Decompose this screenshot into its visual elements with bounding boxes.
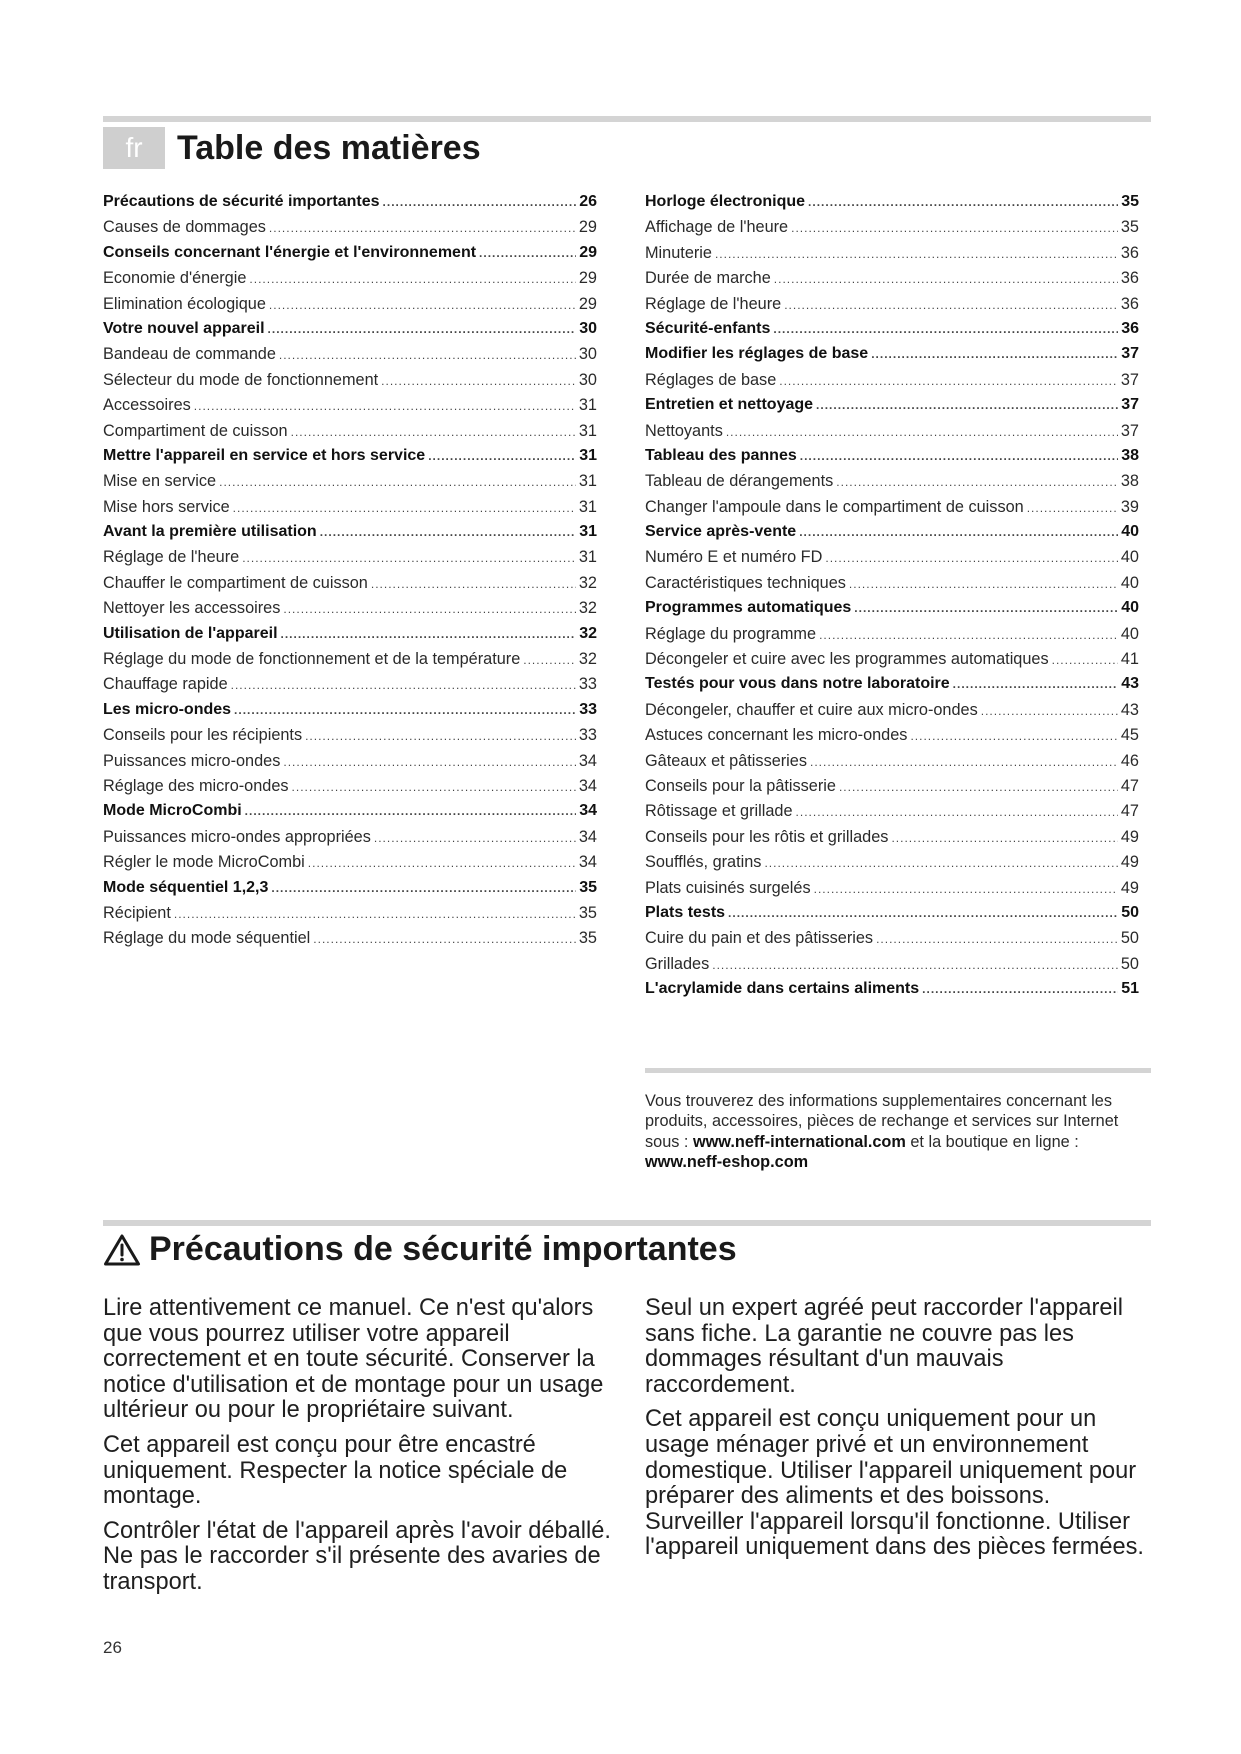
toc-entry[interactable] bbox=[103, 345, 597, 370]
toc-entry-title: Durée de marche bbox=[645, 269, 771, 288]
toc-entry[interactable] bbox=[103, 472, 597, 497]
toc-entry[interactable] bbox=[645, 548, 1139, 573]
toc-entry-title: Mettre l'appareil en service et hors service bbox=[103, 446, 426, 464]
toc-entry-page: 29 bbox=[578, 294, 597, 313]
toc-entry-page: 38 bbox=[1121, 446, 1139, 464]
safety-paragraph: Seul un expert agréé peut raccorder l'appareil sans fiche. La garantie ne couvre pas les dommages résultant d'un mauvais raccordement. bbox=[645, 1295, 1123, 1398]
toc-dot-leader bbox=[242, 551, 576, 565]
toc-entry[interactable] bbox=[103, 599, 597, 624]
toc-entry-page: 51 bbox=[1121, 980, 1139, 998]
toc-dot-leader bbox=[271, 881, 576, 895]
toc-entry-page: 35 bbox=[1120, 218, 1139, 237]
toc-dot-leader bbox=[428, 449, 576, 463]
toc-entry-page: 26 bbox=[579, 193, 597, 210]
toc-entry-title: Réglage des micro-ondes bbox=[103, 776, 289, 795]
toc-entry-title: Accessoires bbox=[103, 396, 191, 415]
toc-entry-title: Caractéristiques techniques bbox=[645, 573, 846, 592]
toc-entry-title: Testés pour vous dans notre laboratoire bbox=[645, 675, 950, 693]
toc-entry-page: 31 bbox=[578, 421, 597, 440]
toc-entry-title: Causes de dommages bbox=[103, 218, 266, 237]
toc-section[interactable] bbox=[103, 523, 597, 548]
toc-entry-title: Modifier les réglages de base bbox=[645, 345, 869, 363]
toc-entry[interactable] bbox=[645, 371, 1139, 396]
toc-entry-page: 37 bbox=[1120, 370, 1139, 389]
toc-entry-title: Puissances micro-ondes bbox=[103, 751, 281, 770]
toc-entry[interactable] bbox=[103, 295, 597, 320]
toc-entry[interactable] bbox=[103, 853, 597, 878]
toc-dot-leader bbox=[876, 932, 1118, 946]
toc-entry-title: Chauffer le compartiment de cuisson bbox=[103, 573, 368, 592]
toc-entry[interactable] bbox=[103, 498, 597, 523]
toc-entry-title: Sécurité-enfants bbox=[645, 319, 771, 337]
toc-dot-leader bbox=[308, 856, 576, 870]
toc-dot-leader bbox=[854, 601, 1118, 615]
toc-entry[interactable] bbox=[645, 955, 1139, 980]
toc-entry-title: Avant la première utilisation bbox=[103, 523, 317, 541]
toc-entry[interactable] bbox=[103, 929, 597, 954]
toc-section[interactable] bbox=[645, 447, 1139, 472]
toc-entry[interactable] bbox=[103, 548, 597, 573]
toc-entry-title: Régler le mode MicroCombi bbox=[103, 853, 305, 872]
website-link[interactable]: www.neff-international.com bbox=[692, 1132, 906, 1151]
toc-entry[interactable] bbox=[645, 625, 1139, 650]
toc-entry-title: Chauffage rapide bbox=[103, 675, 228, 694]
toc-entry[interactable] bbox=[645, 244, 1139, 269]
toc-dot-leader bbox=[219, 475, 576, 489]
toc-entry-title: Rôtissage et grillade bbox=[645, 802, 793, 821]
toc-dot-leader bbox=[245, 804, 577, 818]
toc-entry-page: 40 bbox=[1120, 548, 1139, 567]
toc-dot-leader bbox=[281, 627, 577, 641]
toc-dot-leader bbox=[381, 374, 576, 388]
toc-entry-title: Plats cuisinés surgelés bbox=[645, 878, 811, 897]
toc-dot-leader bbox=[726, 425, 1118, 439]
toc-dot-leader bbox=[194, 399, 576, 413]
toc-entry[interactable] bbox=[645, 422, 1139, 447]
toc-dot-leader bbox=[283, 755, 576, 769]
toc-dot-leader bbox=[728, 906, 1118, 920]
toc-entry-page: 34 bbox=[578, 751, 597, 770]
toc-entry-page: 30 bbox=[579, 319, 597, 337]
toc-dot-leader bbox=[891, 831, 1117, 845]
toc-entry-title: Conseils pour les récipients bbox=[103, 726, 303, 745]
toc-entry-page: 35 bbox=[1121, 193, 1139, 210]
toc-entry-page: 49 bbox=[1120, 878, 1139, 897]
toc-entry-title: Nettoyer les accessoires bbox=[103, 599, 281, 618]
toc-dot-leader bbox=[810, 755, 1118, 769]
toc-entry-page: 29 bbox=[578, 269, 597, 288]
toc-dot-leader bbox=[784, 298, 1118, 312]
section-rule bbox=[103, 1220, 1151, 1226]
toc-entry-title: Plats tests bbox=[645, 903, 726, 921]
toc-dot-leader bbox=[292, 780, 576, 794]
toc-dot-leader bbox=[922, 982, 1118, 996]
toc-entry-page: 31 bbox=[579, 446, 597, 464]
toc-entry-title: Mode MicroCombi bbox=[103, 802, 242, 820]
toc-entry[interactable] bbox=[103, 422, 597, 447]
toc-entry[interactable] bbox=[103, 675, 597, 700]
toc-dot-leader bbox=[715, 247, 1118, 261]
toc-dot-leader bbox=[313, 932, 576, 946]
toc-entry[interactable] bbox=[645, 269, 1139, 294]
toc-dot-leader bbox=[836, 475, 1118, 489]
toc-entry-page: 40 bbox=[1121, 599, 1139, 617]
toc-entry-title: Programmes automatiques bbox=[645, 599, 852, 617]
page-number: 26 bbox=[103, 1638, 122, 1657]
toc-entry-page: 31 bbox=[578, 548, 597, 567]
toc-entry-title: Nettoyants bbox=[645, 421, 723, 440]
toc-entry[interactable] bbox=[645, 853, 1139, 878]
toc-dot-leader bbox=[839, 780, 1118, 794]
toc-entry-title: Réglage du mode séquentiel bbox=[103, 929, 311, 948]
toc-dot-leader bbox=[712, 958, 1118, 972]
info-rule bbox=[645, 1068, 1151, 1073]
toc-dot-leader bbox=[479, 246, 576, 260]
toc-entry-page: 36 bbox=[1120, 243, 1139, 262]
toc-entry-title: Horloge électronique bbox=[645, 193, 806, 210]
toc-entry-page: 45 bbox=[1120, 726, 1139, 745]
toc-dot-leader bbox=[791, 221, 1118, 235]
toc-dot-leader bbox=[269, 298, 576, 312]
toc-dot-leader bbox=[320, 525, 577, 539]
top-rule bbox=[103, 116, 1151, 122]
toc-entry-title: Soufflés, gratins bbox=[645, 853, 762, 872]
toc-entry-page: 37 bbox=[1121, 396, 1139, 414]
toc-entry-title: Récipient bbox=[103, 903, 171, 922]
safety-paragraph: Cet appareil est conçu uniquement pour un usage ménager privé et un environnement domestique. Utiliser l'appareil uniquement pour préparer des aliments et des boissons. Surveiller l'appareil lorsqu'il fonctionne. Utiliser l'appareil uniquement dans des pièces fermées. bbox=[645, 1406, 1144, 1561]
toc-entry-title: Minuterie bbox=[645, 243, 712, 262]
toc-right-column bbox=[645, 193, 1139, 1006]
toc-section[interactable] bbox=[103, 625, 597, 650]
toc-section[interactable] bbox=[103, 701, 597, 726]
toc-entry[interactable] bbox=[645, 828, 1139, 853]
toc-entry-title: Numéro E et numéro FD bbox=[645, 548, 823, 567]
toc-entry-title: Mode séquentiel 1,2,3 bbox=[103, 878, 269, 896]
toc-entry-page: 49 bbox=[1120, 853, 1139, 872]
toc-section[interactable] bbox=[103, 193, 597, 218]
toc-section[interactable] bbox=[645, 599, 1139, 624]
toc-entry-title: Compartiment de cuisson bbox=[103, 421, 288, 440]
toc-entry[interactable] bbox=[645, 650, 1139, 675]
toc-dot-leader bbox=[291, 425, 576, 439]
toc-entry-page: 34 bbox=[578, 853, 597, 872]
toc-entry[interactable] bbox=[645, 879, 1139, 904]
toc-entry-page: 29 bbox=[579, 243, 597, 261]
toc-entry-page: 30 bbox=[578, 345, 597, 364]
toc-entry[interactable] bbox=[103, 218, 597, 243]
toc-entry-page: 50 bbox=[1120, 929, 1139, 948]
toc-entry-page: 29 bbox=[578, 218, 597, 237]
toc-dot-leader bbox=[371, 577, 576, 591]
toc-dot-leader bbox=[1027, 501, 1118, 515]
toc-dot-leader bbox=[279, 348, 576, 362]
toc-entry[interactable] bbox=[103, 574, 597, 599]
toc-entry-page: 50 bbox=[1121, 903, 1139, 921]
toc-header bbox=[103, 127, 1151, 169]
toc-entry-title: Les micro-ondes bbox=[103, 700, 232, 718]
toc-entry-page: 36 bbox=[1121, 319, 1139, 337]
toc-dot-leader bbox=[174, 907, 576, 921]
toc-entry-page: 50 bbox=[1120, 954, 1139, 973]
toc-dot-leader bbox=[383, 195, 577, 209]
toc-entry[interactable] bbox=[645, 802, 1139, 827]
toc-section[interactable] bbox=[645, 980, 1139, 1005]
warning-icon bbox=[103, 1233, 141, 1267]
toc-entry[interactable] bbox=[645, 498, 1139, 523]
toc-section[interactable] bbox=[645, 675, 1139, 700]
toc-entry-page: 32 bbox=[578, 599, 597, 618]
toc-entry-page: 49 bbox=[1120, 827, 1139, 846]
toc-entry-title: Décongeler et cuire avec les programmes automatiques bbox=[645, 650, 1049, 669]
info-box bbox=[645, 1091, 1151, 1173]
toc-dot-leader bbox=[849, 577, 1118, 591]
toc-entry-title: Affichage de l'heure bbox=[645, 218, 789, 237]
toc-entry-title: Sélecteur du mode de fonctionnement bbox=[103, 370, 379, 389]
toc-entry[interactable] bbox=[645, 701, 1139, 726]
toc-entry[interactable] bbox=[645, 574, 1139, 599]
toc-dot-leader bbox=[234, 703, 576, 717]
toc-entry-title: Décongeler, chauffer et cuire aux micro-ondes bbox=[645, 700, 978, 719]
toc-dot-leader bbox=[871, 347, 1118, 361]
toc-entry-page: 32 bbox=[579, 624, 597, 642]
toc-entry-title: Astuces concernant les micro-ondes bbox=[645, 726, 908, 745]
toc-entry-page: 37 bbox=[1120, 421, 1139, 440]
info-text-middle: et la boutique en ligne : bbox=[905, 1132, 1079, 1151]
toc-entry-title: Conseils pour les rôtis et grillades bbox=[645, 827, 889, 846]
safety-paragraph: Cet appareil est conçu pour être encastré uniquement. Respecter la notice spéciale de montage. bbox=[103, 1431, 568, 1510]
toc-section[interactable] bbox=[645, 345, 1139, 370]
toc-section[interactable] bbox=[645, 523, 1139, 548]
toc-dot-leader bbox=[269, 221, 576, 235]
toc-entry-title: Utilisation de l'appareil bbox=[103, 624, 278, 642]
toc-dot-leader bbox=[249, 272, 575, 286]
toc-entry-page: 36 bbox=[1120, 269, 1139, 288]
toc-dot-leader bbox=[773, 322, 1118, 336]
toc-entry-page: 35 bbox=[578, 929, 597, 948]
toc-entry-page: 30 bbox=[578, 370, 597, 389]
toc-entry-page: 33 bbox=[578, 675, 597, 694]
toc-dot-leader bbox=[816, 398, 1118, 412]
toc-entry-title: Elimination écologique bbox=[103, 294, 266, 313]
toc-entry-title: Réglage de l'heure bbox=[103, 548, 240, 567]
toc-entry[interactable] bbox=[645, 472, 1139, 497]
toc-entry[interactable] bbox=[103, 904, 597, 929]
toc-entry-page: 46 bbox=[1120, 751, 1139, 770]
toc-section[interactable] bbox=[645, 904, 1139, 929]
toc-entry-title: Précautions de sécurité importantes bbox=[103, 193, 380, 210]
toc-dot-leader bbox=[808, 195, 1118, 209]
toc-dot-leader bbox=[779, 374, 1118, 388]
toc-dot-leader bbox=[825, 551, 1118, 565]
toc-entry-page: 39 bbox=[1120, 497, 1139, 516]
toc-entry-page: 31 bbox=[578, 472, 597, 491]
toc-entry-page: 35 bbox=[579, 878, 597, 896]
toc-entry-title: Grillades bbox=[645, 954, 710, 973]
safety-paragraph: Lire attentivement ce manuel. Ce n'est qu'alors que vous pourrez utiliser votre appareil correctement et en toute sécurité. Conserver la notice d'utilisation et de montage pour un usage ultérieur ou pour le propriétaire suivant. bbox=[103, 1295, 604, 1424]
toc-entry-title: Entretien et nettoyage bbox=[645, 396, 814, 414]
toc-section[interactable] bbox=[103, 802, 597, 827]
toc-section[interactable] bbox=[645, 396, 1139, 421]
toc-entry-title: Changer l'ampoule dans le compartiment de cuisson bbox=[645, 497, 1024, 516]
toc-entry-title: Gâteaux et pâtisseries bbox=[645, 751, 807, 770]
toc-entry[interactable] bbox=[103, 828, 597, 853]
toc-dot-leader bbox=[796, 805, 1118, 819]
toc-entry[interactable] bbox=[103, 269, 597, 294]
safety-paragraph: Contrôler l'état de l'appareil après l'avoir déballé. Ne pas le raccorder s'il présente des avaries de transport. bbox=[103, 1517, 611, 1595]
toc-entry-title: Tableau des pannes bbox=[645, 446, 797, 464]
toc-entry-title: Mise en service bbox=[103, 472, 217, 491]
toc-section[interactable] bbox=[103, 879, 597, 904]
toc-entry-page: 43 bbox=[1121, 675, 1139, 693]
toc-dot-leader bbox=[305, 729, 576, 743]
info-text-before: Vous trouverez des informations supplementaires concernant les produits, accessoires, pièces de rechange et services sur Internet sous : bbox=[645, 1092, 1119, 1151]
toc-entry-page: 32 bbox=[578, 650, 597, 669]
toc-entry-page: 41 bbox=[1120, 650, 1139, 669]
toc-entry-title: Votre nouvel appareil bbox=[103, 319, 265, 337]
toc-entry-title: Mise hors service bbox=[103, 497, 230, 516]
toc-dot-leader bbox=[953, 677, 1119, 691]
toc-entry-page: 31 bbox=[578, 396, 597, 415]
toc-entry[interactable] bbox=[645, 726, 1139, 751]
toc-dot-leader bbox=[523, 653, 576, 667]
toc-entry-title: Réglage du mode de fonctionnement et de la température bbox=[103, 650, 521, 669]
toc-entry-page: 40 bbox=[1120, 573, 1139, 592]
toc-entry-page: 47 bbox=[1120, 802, 1139, 821]
toc-entry-title: Tableau de dérangements bbox=[645, 472, 834, 491]
toc-entry-page: 37 bbox=[1121, 345, 1139, 363]
toc-dot-leader bbox=[819, 628, 1118, 642]
toc-entry-page: 34 bbox=[578, 827, 597, 846]
language-badge: fr bbox=[103, 127, 165, 169]
toc-left-column bbox=[103, 193, 597, 955]
toc-dot-leader bbox=[799, 525, 1118, 539]
toc-entry-page: 47 bbox=[1120, 776, 1139, 795]
toc-entry-page: 43 bbox=[1120, 700, 1139, 719]
toc-title: Table des matières bbox=[177, 129, 481, 167]
toc-dot-leader bbox=[233, 501, 576, 515]
toc-entry-page: 34 bbox=[579, 802, 597, 820]
toc-entry-page: 33 bbox=[579, 700, 597, 718]
toc-entry-title: L'acrylamide dans certains aliments bbox=[645, 980, 920, 998]
toc-dot-leader bbox=[774, 272, 1118, 286]
toc-dot-leader bbox=[981, 704, 1118, 718]
toc-dot-leader bbox=[268, 322, 577, 336]
toc-dot-leader bbox=[231, 678, 576, 692]
toc-entry[interactable] bbox=[645, 218, 1139, 243]
toc-entry-title: Conseils concernant l'énergie et l'environnement bbox=[103, 243, 477, 261]
toc-section[interactable] bbox=[645, 193, 1139, 218]
toc-entry[interactable] bbox=[645, 295, 1139, 320]
toc-section[interactable] bbox=[103, 244, 597, 269]
toc-entry[interactable] bbox=[103, 650, 597, 675]
toc-entry-title: Puissances micro-ondes appropriées bbox=[103, 827, 371, 846]
toc-entry[interactable] bbox=[103, 752, 597, 777]
toc-dot-leader bbox=[910, 729, 1117, 743]
toc-section[interactable] bbox=[103, 447, 597, 472]
toc-entry-page: 31 bbox=[578, 497, 597, 516]
toc-entry-page: 34 bbox=[578, 776, 597, 795]
toc-entry[interactable] bbox=[103, 371, 597, 396]
toc-dot-leader bbox=[1052, 653, 1118, 667]
toc-entry-title: Réglage de l'heure bbox=[645, 294, 782, 313]
toc-dot-leader bbox=[283, 602, 576, 616]
toc-entry-title: Cuire du pain et des pâtisseries bbox=[645, 929, 874, 948]
toc-entry[interactable] bbox=[645, 929, 1139, 954]
toc-entry[interactable] bbox=[645, 777, 1139, 802]
toc-entry-page: 36 bbox=[1120, 294, 1139, 313]
toc-section[interactable] bbox=[103, 320, 597, 345]
toc-entry[interactable] bbox=[103, 777, 597, 802]
toc-dot-leader bbox=[800, 449, 1118, 463]
toc-entry[interactable] bbox=[103, 726, 597, 751]
safety-left-column bbox=[103, 1296, 613, 1605]
toc-section[interactable] bbox=[645, 320, 1139, 345]
toc-entry-page: 40 bbox=[1121, 523, 1139, 541]
eshop-link[interactable]: www.neff-eshop.com bbox=[645, 1153, 809, 1172]
toc-entry-page: 31 bbox=[579, 523, 597, 541]
toc-entry-title: Bandeau de commande bbox=[103, 345, 276, 364]
toc-entry[interactable] bbox=[645, 752, 1139, 777]
toc-entry-title: Service après-vente bbox=[645, 523, 797, 541]
toc-dot-leader bbox=[814, 882, 1118, 896]
toc-entry-title: Conseils pour la pâtisserie bbox=[645, 776, 836, 795]
toc-entry-title: Réglages de base bbox=[645, 370, 777, 389]
safety-section-title bbox=[103, 1230, 737, 1269]
toc-entry-page: 35 bbox=[578, 903, 597, 922]
toc-entry-page: 40 bbox=[1120, 624, 1139, 643]
toc-entry-page: 33 bbox=[578, 726, 597, 745]
toc-dot-leader bbox=[374, 831, 576, 845]
toc-entry-page: 38 bbox=[1120, 472, 1139, 491]
toc-entry-title: Réglage du programme bbox=[645, 624, 817, 643]
toc-entry-title: Economie d'énergie bbox=[103, 269, 247, 288]
toc-dot-leader bbox=[764, 856, 1117, 870]
safety-title-text: Précautions de sécurité importantes bbox=[149, 1230, 737, 1268]
safety-right-column bbox=[645, 1296, 1155, 1570]
toc-entry[interactable] bbox=[103, 396, 597, 421]
toc-entry-page: 32 bbox=[578, 573, 597, 592]
